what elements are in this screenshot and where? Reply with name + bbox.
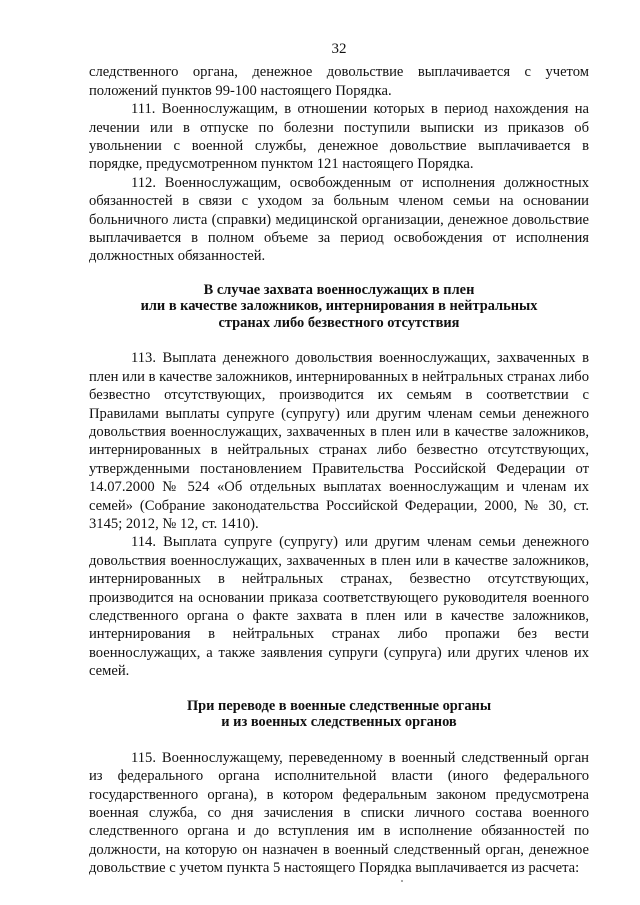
document-page	[89, 40, 589, 878]
heading-line: странах либо безвестного отсутствия	[218, 314, 460, 331]
section-middle	[89, 349, 589, 680]
paragraph-continuation: следственного органа, денежное довольствие выплачивается с учетом положений пунктов 99-100 настоящего Порядка.	[89, 64, 589, 99]
scan-speck	[401, 880, 403, 882]
page-number: 32	[331, 41, 347, 57]
heading-line: или в качестве заложников, интернирования в нейтральных	[140, 298, 538, 315]
section-bottom	[89, 749, 589, 878]
paragraph-111: 111. Военнослужащим, в отношении которых в период нахождения на лечении или в отпуске по болезни поступили выписки из приказов об увольнении с военной службы, денежное довольствие выплачивается в порядке, предусмотренном пунктом 121 настоящего Порядка.	[89, 101, 589, 173]
section-heading-transfer	[89, 698, 589, 731]
heading-line: В случае захвата военнослужащих в плен	[203, 281, 475, 298]
paragraph-114: 114. Выплата супруге (супругу) или другим членам семьи денежного довольствия военнослужащих, захваченных в плен или в качестве заложников, интернированных в нейтральных странах, безвестно отсутствующих, производится на основании приказа соответствующего руководителя военного следственного органа о факте захвата в плен или в качестве заложников, интернирования в нейтральных странах либо пропажи без вести военнослужащих, а также заявления супруги (супруга) или других членов их семей.	[89, 534, 589, 680]
heading-line: При переводе в военные следственные органы	[186, 697, 492, 714]
paragraph-112: 112. Военнослужащим, освобожденным от исполнения должностных обязанностей в связи с уходом за больным членом семьи на основании больничного листа (справки) медицинской организации, денежное довольствие выплачивается в полном объеме за период освобождения от исполнения должностных обязанностей.	[89, 174, 589, 265]
paragraph-115: 115. Военнослужащему, переведенному в военный следственный орган из федерального органа исполнительной власти (иного федерального государственного органа), в котором федеральным законом предусмотрена военная служба, со дня зачисления в списки личного состава военного следственного органа и до вступления им в исполнение обязанностей по должности, на которую он назначен в военный следственный орган, денежное довольствие с учетом пункта 5 настоящего Порядка выплачивается из расчета:	[89, 749, 589, 877]
heading-line: и из военных следственных органов	[221, 714, 457, 731]
section-heading-captivity	[89, 282, 589, 332]
paragraph-113: 113. Выплата денежного довольствия военнослужащих, захваченных в плен или в качестве заложников, интернированных в нейтральных странах либо безвестно отсутствующих, производится их семьям в соответствии с Правилами выплаты супруге (супругу) или другим членам семьи денежного довольствия военнослужащих, захваченных в плен или в качестве заложников, интернированных в нейтральных странах либо безвестно отсутствующих, утвержденными постановлением Правительства Российской Федерации от 14.07.2000 № 524 «Об отдельных выплатах военнослужащим и членам их семей» (Собрание законодательства Российской Федерации, 2000, № 30, ст. 3145; 2012, № 12, ст. 1410).	[89, 350, 589, 533]
section-top	[89, 63, 589, 265]
